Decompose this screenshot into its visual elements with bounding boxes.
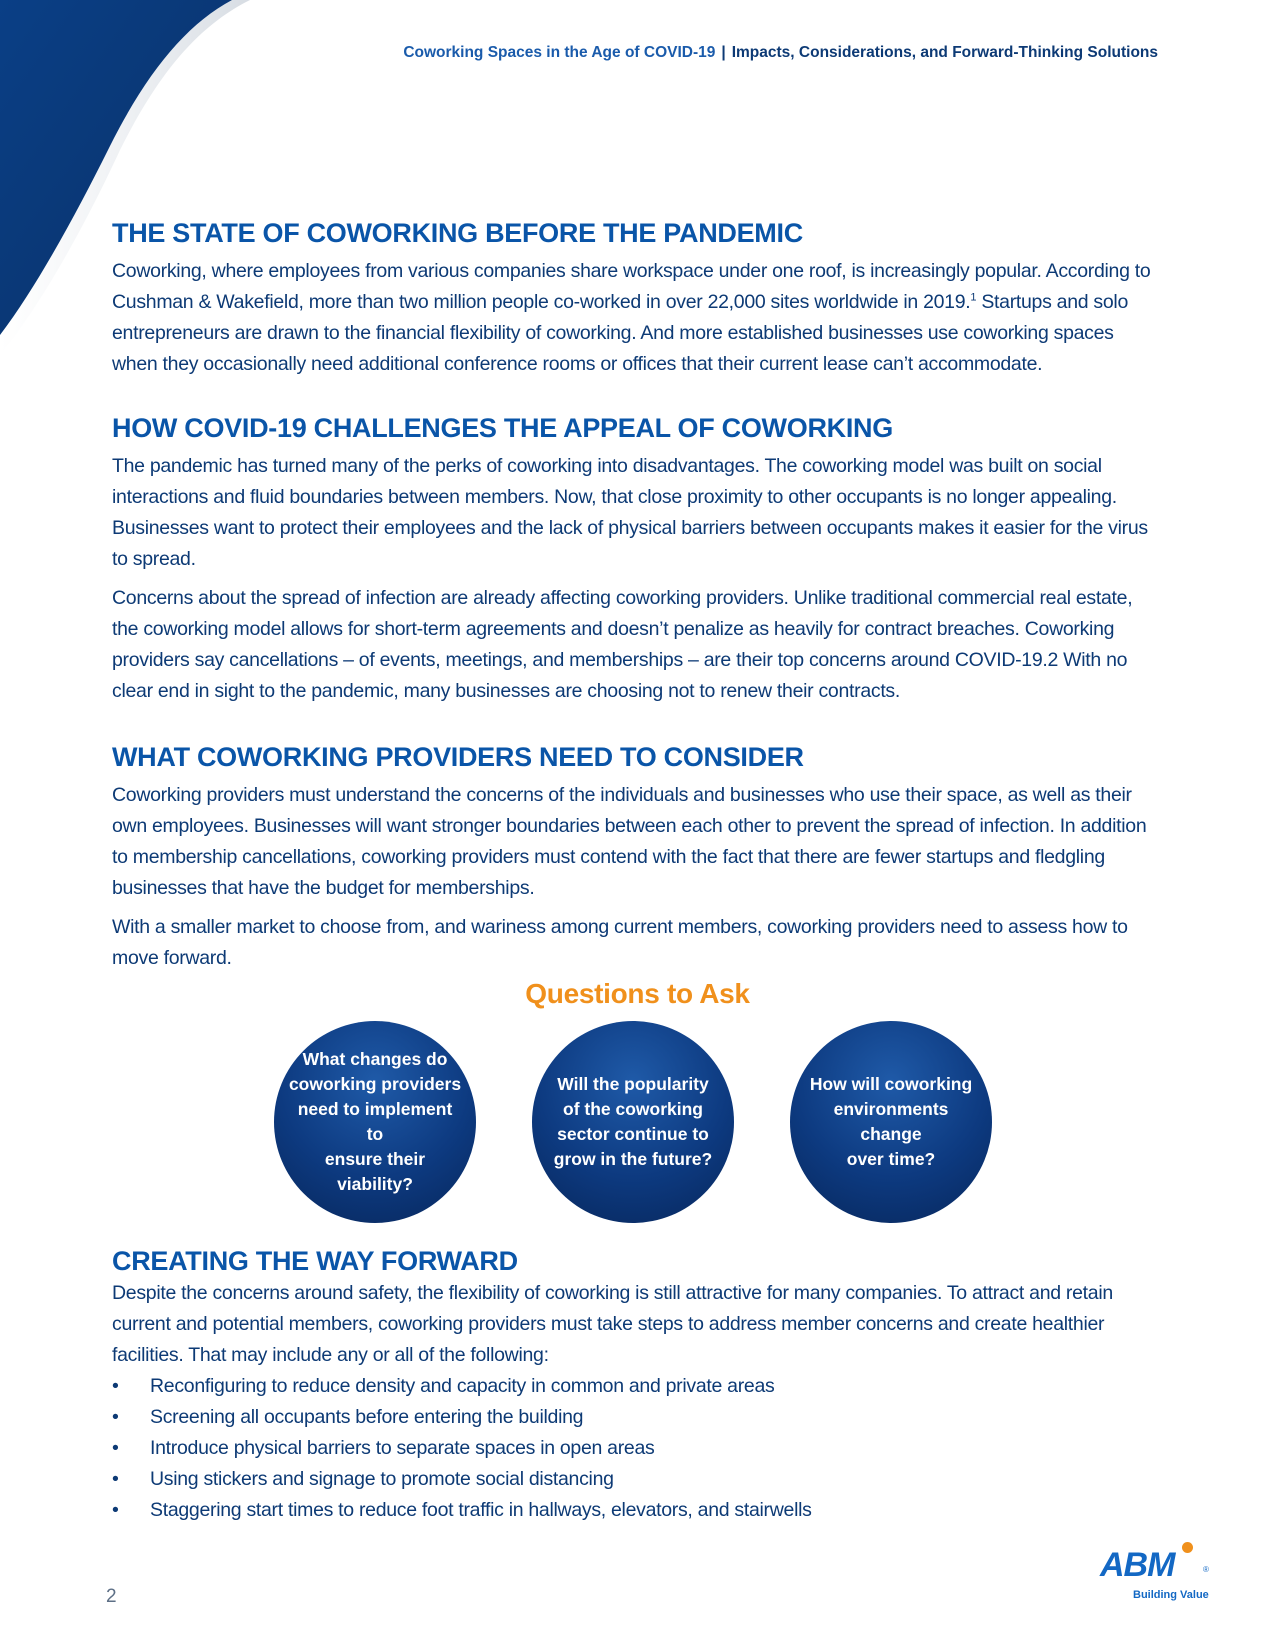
abm-logo-dot-icon — [1182, 1542, 1193, 1553]
question-circle — [790, 1021, 992, 1223]
bullet-item: • Using stickers and signage to promote social distancing — [112, 1464, 1162, 1495]
question-line: grow in the future? — [553, 1149, 713, 1169]
abm-logo-wordmark: ABM — [1100, 1546, 1175, 1584]
abm-logo-tagline: Building Value — [1133, 1589, 1209, 1601]
question-text — [288, 1047, 462, 1197]
question-line: over time? — [846, 1149, 936, 1169]
abm-logo — [1100, 1538, 1210, 1608]
running-header-separator: | — [721, 44, 726, 61]
section-heading: THE STATE OF COWORKING BEFORE THE PANDEMIC — [112, 218, 803, 248]
section-paragraph: The pandemic has turned many of the perks of coworking into disadvantages. The coworking model was built on social interactions and fluid boundaries between members. Now, that close proximity to other occupants is no longer appealing. Businesses want to protect their employees and the lack of physical barriers between occupants makes it easier for the virus to spread. — [112, 455, 1148, 570]
question-text — [554, 1072, 712, 1172]
question-circle — [532, 1021, 734, 1223]
bullet-list — [112, 1371, 1162, 1526]
question-circle — [274, 1021, 476, 1223]
running-header-subtitle: Impacts, Considerations, and Forward-Thinking Solutions — [731, 44, 1158, 61]
section-providers-consider — [112, 740, 1162, 974]
section-heading: CREATING THE WAY FORWARD — [112, 1246, 518, 1276]
question-line: of the coworking — [563, 1099, 703, 1119]
question-line: coworking providers — [288, 1074, 462, 1094]
section-covid-challenges — [112, 411, 1162, 707]
paragraph-text: Coworking, where employees from various companies share workspace under one roof, is increasingly popular. According to Cushman & Wakefield, more than two million people co-worked in over 22,000 sites worldwide in 2019. — [112, 260, 1151, 313]
question-line: How will coworking — [809, 1074, 973, 1094]
section-paragraph: Concerns about the spread of infection are already affecting coworking providers. Unlike traditional commercial real estate, the coworking model allows for short-term agreements and doesn’t penalize as heavily for contract breaches. Coworking providers say cancellations – of events, meetings, and memberships – are their top concerns around COVID-19.2 With no clear end in sight to the pandemic, many businesses are choosing not to renew their contracts. — [112, 587, 1133, 702]
section-heading: WHAT COWORKING PROVIDERS NEED TO CONSIDER — [112, 742, 804, 772]
bullet-item: • Introduce physical barriers to separate spaces in open areas — [112, 1433, 1162, 1464]
question-line: environments change — [833, 1099, 949, 1144]
question-text — [804, 1072, 978, 1172]
section-paragraph: Despite the concerns around safety, the flexibility of coworking is still attractive for many companies. To attract and retain current and potential members, coworking providers must take steps to address member concerns and create healthier facilities. That may include any or all of the following: — [112, 1282, 1113, 1366]
question-line: sector continue to — [557, 1124, 709, 1144]
page-number: 2 — [106, 1586, 117, 1607]
question-line: ensure their viability? — [324, 1149, 426, 1194]
question-line: What changes do — [302, 1049, 448, 1069]
running-header — [403, 44, 1158, 62]
section-before-pandemic — [112, 216, 1162, 380]
footnote-marker: 1 — [970, 291, 977, 304]
running-header-title: Coworking Spaces in the Age of COVID-19 — [403, 44, 716, 61]
paragraph-text: Startups and solo entrepreneurs are drawn to the financial flexibility of coworking. And more established businesses use coworking spaces when they occasionally need additional conference rooms or offices that their current lease can’t accommodate. — [112, 291, 1128, 375]
section-paragraph — [112, 256, 1162, 380]
bullet-item: • Staggering start times to reduce foot traffic in hallways, elevators, and stairwells — [112, 1495, 1162, 1526]
question-line: need to implement to — [297, 1099, 453, 1144]
bullet-item: • Screening all occupants before entering the building — [112, 1402, 1162, 1433]
abm-logo-registered-mark: ® — [1203, 1565, 1209, 1574]
questions-title: Questions to Ask — [525, 978, 750, 1009]
bullet-item: • Reconfiguring to reduce density and capacity in common and private areas — [112, 1371, 1162, 1402]
section-paragraph: With a smaller market to choose from, and wariness among current members, coworking providers need to assess how to move forward. — [112, 916, 1128, 969]
section-way-forward — [112, 1244, 1162, 1526]
section-paragraph: Coworking providers must understand the concerns of the individuals and businesses who use their space, as well as their own employees. Businesses will want stronger boundaries between each other to prevent the spread of infection. In addition to membership cancellations, coworking providers must contend with the fact that there are fewer startups and fledgling businesses that have the budget for memberships. — [112, 784, 1147, 899]
question-line: Will the popularity — [557, 1074, 709, 1094]
section-heading: HOW COVID-19 CHALLENGES THE APPEAL OF COWORKING — [112, 413, 893, 443]
